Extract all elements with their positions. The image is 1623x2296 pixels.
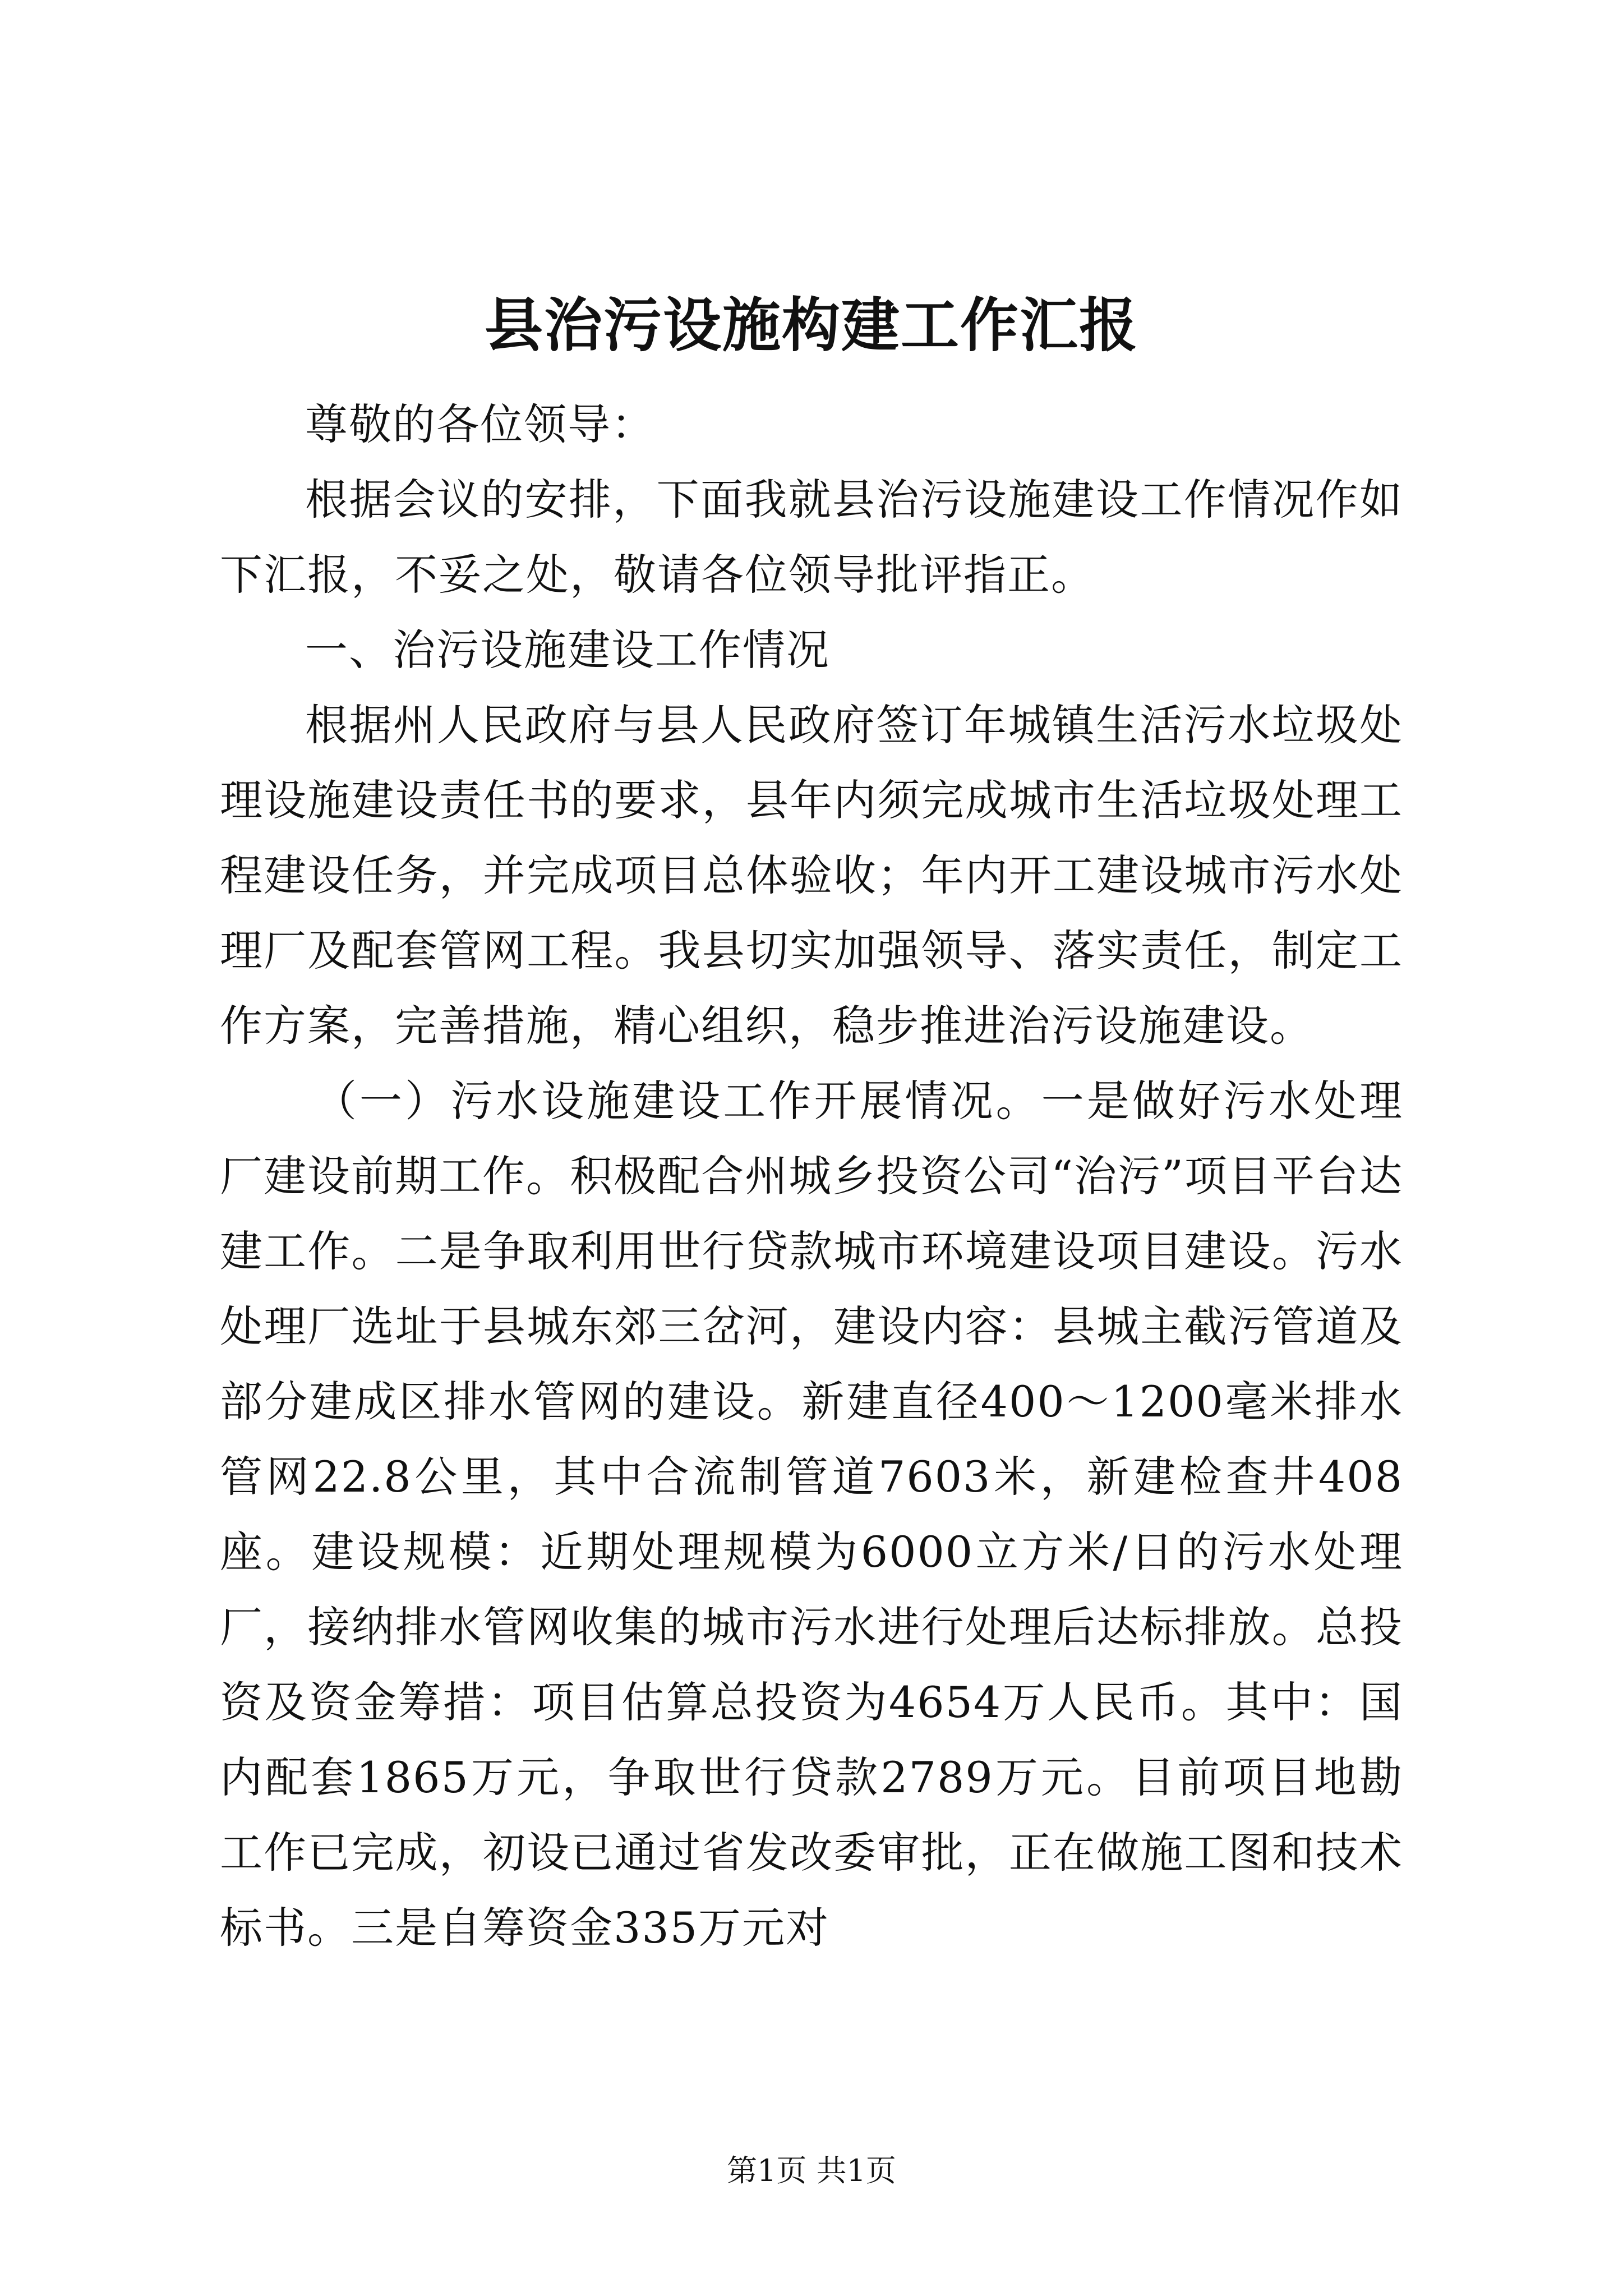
document-title: 县治污设施构建工作汇报 — [484, 291, 1138, 360]
salutation-paragraph: 尊敬的各位领导： — [305, 399, 655, 449]
body-paragraph-sewage: （一）污水设施建设工作开展情况。一是做好污水处理厂建设前期工作。积极配合州城乡投资公司“治污”项目平台达建工作。二是争取利用世行贷款城市环境建设项目建设。污水处理厂选址于县城东郊三岔河，建设内容：县城主截污管道及部分建成区排水管网的建设。新建直径400～1200毫米排水管网22.8公里，其中合流制管道7603米，新建检查井408座。建设规模：近期处理规模为6000立方米/日的污水处理厂，接纳排水管网收集的城市污水进行处理后达标排放。总投资及资金筹措：项目估算总投资为4654万人民币。其中：国内配套1865万元，争取世行贷款2789万元。目前项目地勘工作已完成，初设已通过省发改委审批，正在做施工图和技术标书。三是自筹资金335万元对 — [220, 1076, 1403, 1953]
body-paragraph: 根据州人民政府与县人民政府签订年城镇生活污水垃圾处理设施建设责任书的要求，县年内须完成城市生活垃圾处理工程建设任务，并完成项目总体验收；年内开工建设城市污水处理厂及配套管网工程。我县切实加强领导、落实责任，制定工作方案，完善措施，精心组织，稳步推进治污设施建设。 — [220, 700, 1403, 1051]
document-body — [220, 387, 1403, 1966]
section-heading: 一、治污设施建设工作情况 — [305, 625, 830, 675]
intro-paragraph: 根据会议的安排，下面我就县治污设施建设工作情况作如下汇报，不妥之处，敬请各位领导批评指正。 — [220, 475, 1403, 600]
page-number-footer: 第1页 共1页 — [727, 2153, 896, 2188]
